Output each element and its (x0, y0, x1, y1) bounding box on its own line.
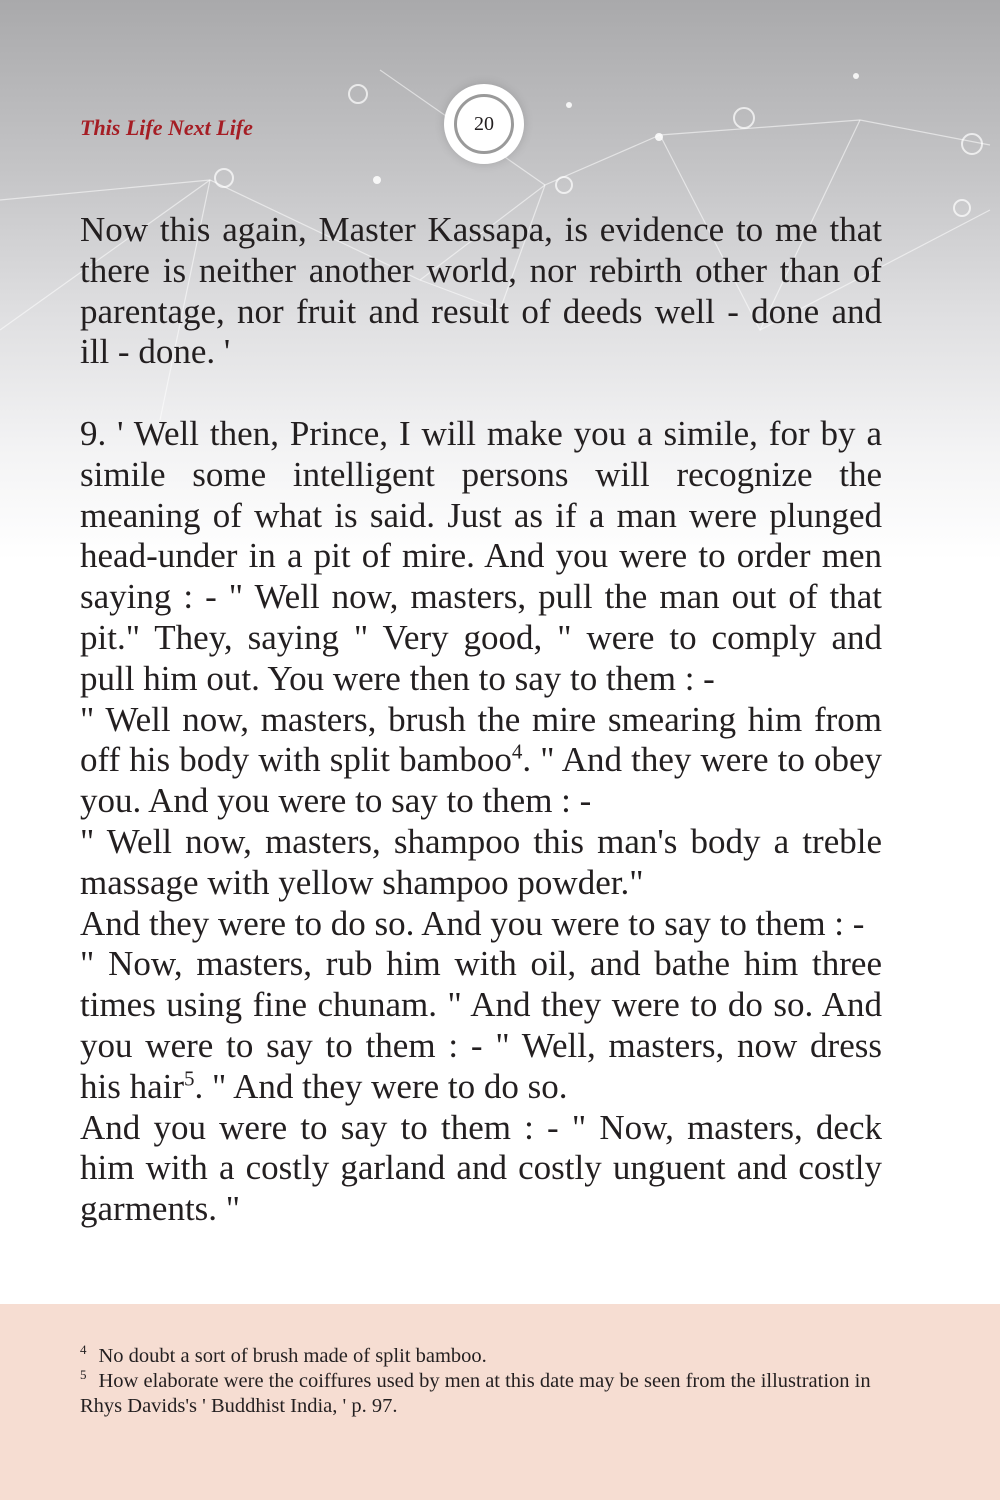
book-title: This Life Next Life (80, 115, 253, 140)
paragraph-2-lines-18-20: And you were to say to them : - " Now, masters, deck him with a costly garland and costly unguent and costly garments. " (80, 1107, 882, 1229)
paragraph-1: Now this again, Master Kassapa, is evidence to me that there is neither another world, nor rebirth other than of parentage, nor fruit and result of deeds well - done and ill - done. ' (80, 210, 882, 372)
footnotes-panel (0, 1304, 1000, 1500)
footnote-ref-5: 5 (184, 1066, 195, 1091)
footnote-item (80, 1344, 885, 1369)
paragraph-2 (80, 414, 882, 1230)
footnotes-list (80, 1344, 885, 1419)
paragraph-2-text-c: . " And they were to obey you. And you were to say to them : - (80, 740, 882, 821)
paragraph-2-text-b: " Well now, masters, brush the mire smearing him from off his body with split bamboo (80, 699, 882, 780)
main-text (80, 210, 882, 1230)
paragraph-2-text-f: " Now, masters, rub him with oil, and bathe him three times using fine chunam. " And they were to do so. And you were to say to them : - " Well, masters, now dress his hair (80, 944, 882, 1106)
paragraph-2-lines-14-17 (80, 944, 882, 1107)
paragraph-2-line-13: And they were to do so. And you were to say to them : - (80, 903, 865, 943)
paragraph-2-lines-1-7: 9. ' Well then, Prince, I will make you a simile, for by a simile some intelligent persons will recognize the meaning of what is said. Just as if a man were plunged head-under in a pit of mire. And you were to order men saying : - " Well now, masters, pull the man out of that pit." They, saying " Very good, " were to comply and pull him out. You were then to say to them : - (80, 413, 882, 698)
paragraph-2-lines-8-10 (80, 700, 882, 822)
footnote-text: No doubt a sort of brush made of split bamboo. (98, 1345, 487, 1367)
page-number: 20 (454, 94, 514, 154)
paragraph-2-lines-11-12: " Well now, masters, shampoo this man's body a treble massage with yellow shampoo powder." (80, 821, 882, 902)
footnote-number: 5 (80, 1367, 87, 1383)
page-number-badge (444, 84, 524, 164)
footnote-ref-4: 4 (511, 739, 523, 764)
footnote-item (80, 1369, 885, 1419)
footnote-text: How elaborate were the coiffures used by men at this date may be seen from the illustration in Rhys Davids's ' Buddhist India, ' p. 97. (80, 1370, 871, 1417)
footnote-number: 4 (80, 1342, 87, 1358)
paragraph-2-text-g: . " And they were to do so. (194, 1066, 568, 1106)
